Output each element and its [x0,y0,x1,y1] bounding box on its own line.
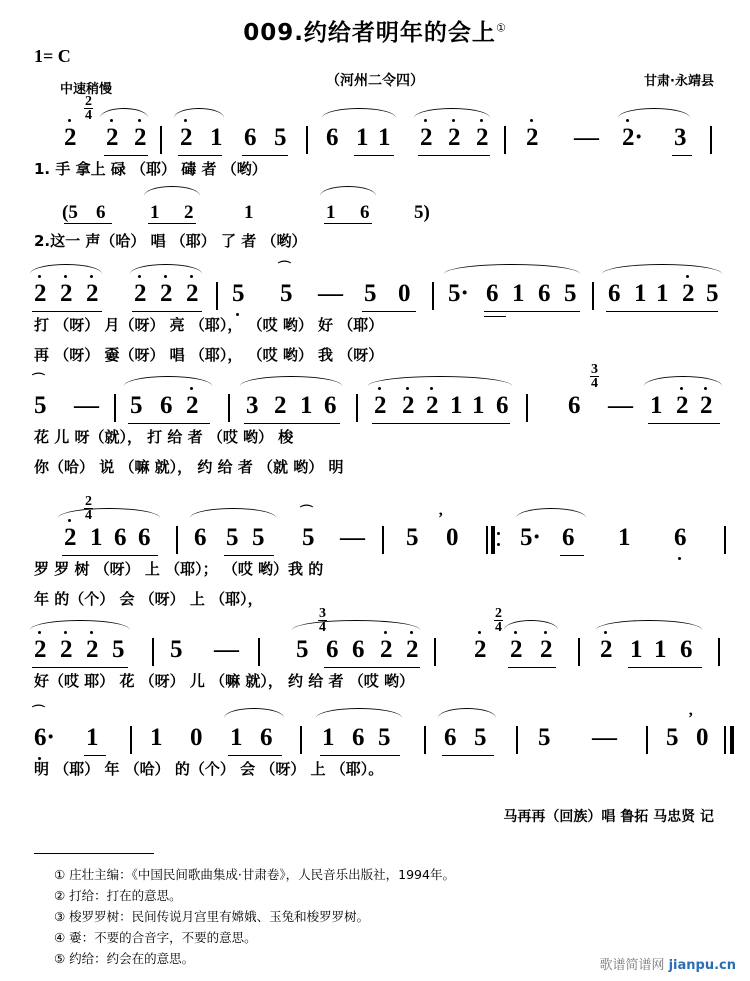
notation-row-6 [32,704,720,758]
octave-dot [406,387,409,390]
octave-dot [410,631,413,634]
note: 1 [630,636,643,663]
beam [354,155,394,156]
note: 2 [64,524,77,551]
octave-dot [626,119,629,122]
barline [432,282,434,310]
footnote-5: ⑤ 约给：约会在的意思。 [54,951,195,966]
performer-credit: 马再再（回族）唱 鲁拓 马忠贤 记 [503,809,714,825]
barline [114,394,116,422]
octave-dot [138,275,141,278]
barline [152,638,154,666]
beam [672,155,692,156]
barline [356,394,358,422]
footnote-4: ④ 嫑：不要的合音字，不要的意思。 [54,930,257,945]
note: 1 [618,524,631,551]
lyrics-row-6 [34,758,720,788]
repeat-sign [486,526,500,554]
subtitle: （河州二令四） [326,73,424,89]
note: 1 [634,280,647,307]
note: 3 [674,124,687,151]
lyric-line: 花 儿 呀（就）， 打 给 者 （哎 哟） 梭 [34,428,294,446]
lyric-line: 你（哈） 说 （嘛 就）， 约 给 者 （就 哟） 明 [34,458,344,476]
note: 2 [700,392,713,419]
note: 2· [622,124,643,151]
note: 1 [90,524,103,551]
ornament-mark: ⌒ [32,372,46,387]
note: 1 [210,124,223,151]
note-alt: 1 [326,202,336,223]
note: 2 [60,280,73,307]
beam [242,155,288,156]
page-title [0,14,750,47]
slur [602,264,722,274]
music-system-5 [0,605,750,700]
barline [424,726,426,754]
note: 2 [476,124,489,151]
slur [444,264,580,274]
note: 2 [682,280,695,307]
note: 1 [230,724,243,751]
slur [30,264,102,274]
barline [258,638,260,666]
octave-dot [514,631,517,634]
note-alt: 6 [360,202,370,223]
note: 5 [538,724,551,751]
note: — [574,124,599,151]
note: 1 [650,392,663,419]
note: 2 [34,280,47,307]
octave-dot [384,631,387,634]
beam [32,311,102,312]
octave-dot [38,275,41,278]
beam [228,755,282,756]
footnote-2: ② 打给：打在的意思。 [54,888,182,903]
note: 2 [86,636,99,663]
beam [362,311,416,312]
octave-dot [190,275,193,278]
note: 6 [608,280,621,307]
note: 2 [60,636,73,663]
note: 5 [252,524,265,551]
note: 2 [540,636,553,663]
lyrics-row-1-verse-1 [34,158,720,188]
lyrics-row-4-verse-2 [34,588,720,614]
barline [646,726,648,754]
music-system-2 [0,260,750,370]
notation-row-3 [32,361,720,426]
octave-dot [430,387,433,390]
page-title-text: 009.约给者明年的会上 [243,20,496,46]
slur [190,508,276,518]
note: — [340,524,365,551]
note: 0 [190,724,203,751]
beam [484,311,580,312]
beam [32,667,128,668]
slur [322,108,396,118]
octave-dot [110,119,113,122]
barline [504,126,506,154]
octave-dot [138,119,141,122]
note: 3 [246,392,259,419]
note: 2 [474,636,487,663]
note: 6 [444,724,457,751]
note: 2 [510,636,523,663]
beam [178,155,222,156]
octave-dot [544,631,547,634]
music-system-1b [0,190,750,260]
note: 6 [244,124,257,151]
tempo-marking: 中速稍慢 [60,82,113,97]
footnote-3: ③ 梭罗罗树：民间传说月宫里有嫦娥、玉兔和梭罗罗树。 [54,909,370,924]
beam [84,755,106,756]
beam [244,423,340,424]
note: 5 [226,524,239,551]
slur [504,620,558,630]
note: 1 [150,724,163,751]
key-signature: 1= C [34,46,71,66]
slur [130,264,202,274]
note: 6 [674,524,687,551]
slur [100,108,148,118]
octave-dot [480,119,483,122]
time-signature: $\frac{3}{4}$ [591,361,598,391]
slur [644,376,722,386]
note: 2 [420,124,433,151]
note: 1 [322,724,335,751]
time-signature: $\frac{2}{4}$ [85,93,92,123]
note: 0 [398,280,411,307]
note: 6· [34,724,55,751]
note: 6 [562,524,575,551]
note: 2 [448,124,461,151]
watermark-text: 歌谱简谱网 [599,958,669,973]
note: 5 [378,724,391,751]
beam [148,223,196,224]
octave-dot [680,387,683,390]
note: 2 [134,124,147,151]
note: 1 [378,124,391,151]
note: 2 [426,392,439,419]
notation-row-2 [34,260,720,314]
note: 6 [568,392,581,419]
barline [724,526,726,554]
octave-dot [686,275,689,278]
note: 6 [114,524,127,551]
note: 1 [512,280,525,307]
music-system-4 [0,493,750,614]
slur [596,620,702,630]
breath-mark: ʼ [688,710,694,727]
barline [160,126,162,154]
beam [560,555,584,556]
note: 5 [302,524,315,551]
note: 5 [274,124,287,151]
note: 0 [446,524,459,551]
note: 2 [86,280,99,307]
barline [176,526,178,554]
note: 5 [280,280,293,307]
note: 1 [656,280,669,307]
beam [418,155,490,156]
note: 2 [160,280,173,307]
lyric-line: 再 （呀） 嫑（呀） 唱 （耶）， （哎 哟） 我 （呀） [34,346,384,364]
notation-row-5 [34,605,720,670]
notation-row-1 [34,93,720,158]
note: 5 [232,280,245,307]
note: 2 [274,392,287,419]
lyric-line: 明 （耶） 年 （哈） 的（个） 会 （呀） 上 （耶）。 [34,760,384,778]
note: 1 [356,124,369,151]
beam [508,667,556,668]
note: — [74,392,99,419]
note: 5 [474,724,487,751]
lyric-line: 打 （呀） 月（呀） 亮 （耶）， （哎 哟） 好 （耶） [34,316,384,334]
final-barline [730,726,734,754]
ornament-mark: ⌒ [278,260,292,275]
slur [414,108,490,118]
note: 2 [374,392,387,419]
octave-dot [64,631,67,634]
beam [606,311,718,312]
slur [124,376,212,386]
note: 2 [526,124,539,151]
octave-dot [424,119,427,122]
note: 5 [706,280,719,307]
slur [224,708,284,718]
note: 2 [676,392,689,419]
note-alt: 1 [244,202,254,223]
note: 2 [380,636,393,663]
note: 1 [654,636,667,663]
note: 2 [600,636,613,663]
lyrics-row-2-verse-2 [34,344,720,370]
ornament-mark: ⌒ [300,504,314,519]
time-signature: $\frac{2}{4}$ [85,493,92,523]
music-system-1 [0,93,750,188]
slur [368,376,512,386]
octave-dot [184,119,187,122]
note: 5· [520,524,541,551]
lyrics-row-1-verse-2 [34,230,720,260]
note: 2 [406,636,419,663]
barline [718,638,720,666]
lyric-line: 1. 手 拿上 碌 （耶） 碡 者 （哟） [34,160,267,178]
note: 2 [186,280,199,307]
beam [442,755,494,756]
octave-dot [64,275,67,278]
lyric-line: 年 的（个） 会 （呀） 上 （耶）， [34,590,263,608]
note-alt: (5 [62,202,78,223]
ornament-mark: ⌒ [32,704,46,719]
octave-dot [90,631,93,634]
octave-dot [530,119,533,122]
title-footnote-marker: ① [495,21,507,35]
watermark-site: jianpu.cn [668,958,736,973]
time-signature: $\frac{3}{4}$ [319,605,326,635]
lyrics-row-3-verse-2 [34,456,720,482]
note: 2 [64,124,77,151]
note-alt: 5) [414,202,430,223]
note: 5 [364,280,377,307]
slur [618,108,690,118]
barline [710,126,712,154]
note: — [592,724,617,751]
barline [526,394,528,422]
note: 6 [194,524,207,551]
beam [320,755,400,756]
note: 6 [324,392,337,419]
note: 0 [696,724,709,751]
lyric-line: 罗 罗 树 （呀） 上 （耶）； （哎 哟）我 的 [34,560,324,578]
note: — [608,392,633,419]
watermark [599,954,736,973]
barline [724,726,726,754]
beam [224,555,274,556]
note: 1 [472,392,485,419]
slur [316,708,402,718]
note: 6 [326,124,339,151]
octave-dot [90,275,93,278]
octave-dot [452,119,455,122]
beam [64,223,112,224]
note: 5 [564,280,577,307]
beam [372,423,510,424]
note: 6 [680,636,693,663]
note: — [214,636,239,663]
slur [438,708,496,718]
beam [132,311,202,312]
notation-row-4 [34,493,720,558]
lyrics-row-5 [34,670,720,700]
slur [30,620,130,630]
notation-row-1b [34,190,720,230]
note: 5 [170,636,183,663]
music-system-3 [0,361,750,482]
octave-dot [38,631,41,634]
note: 5 [296,636,309,663]
lyric-line: 2.这一 声（哈） 唱 （耶） 了 者 （哟） [34,232,307,250]
barline [300,726,302,754]
octave-dot [604,631,607,634]
beam [324,667,420,668]
note: 5· [448,280,469,307]
footnote-1: ① 庄壮主编：《中国民间歌曲集成·甘肃卷》，人民音乐出版社，1994年。 [54,867,455,882]
note: 6 [138,524,151,551]
note: 1 [450,392,463,419]
note: 2 [34,636,47,663]
note: 6 [326,636,339,663]
note: 5 [130,392,143,419]
note: 2 [186,392,199,419]
note: 6 [486,280,499,307]
note: 1 [300,392,313,419]
octave-dot [164,275,167,278]
barline [130,726,132,754]
barline [382,526,384,554]
octave-dot [190,387,193,390]
slur [174,108,224,118]
note-alt: 2 [184,202,194,223]
note: 6 [160,392,173,419]
origin-label: 甘肃·永靖县 [644,74,714,89]
beam [648,423,720,424]
beam [62,555,158,556]
lyric-line: 好（哎 耶） 花 （呀） 儿 （嘛 就）， 约 给 者 （哎 哟） [34,672,414,690]
lyrics-row-2-verse-1 [34,314,720,344]
note: 6 [352,636,365,663]
slur [240,376,342,386]
breath-mark: ʼ [438,510,444,527]
barline [306,126,308,154]
note: 6 [496,392,509,419]
note-alt: 6 [96,202,106,223]
barline [434,638,436,666]
beam [128,423,210,424]
time-signature: $\frac{2}{4}$ [495,605,502,635]
beam [324,223,372,224]
beam [628,667,702,668]
lyrics-row-4-verse-1 [34,558,720,588]
slur [516,508,586,518]
note: 6 [538,280,551,307]
note: 5 [112,636,125,663]
note: 5 [406,524,419,551]
beam [104,155,148,156]
barline [592,282,594,310]
note: 6 [352,724,365,751]
note: 2 [402,392,415,419]
note: 6 [260,724,273,751]
note: 1 [86,724,99,751]
barline [516,726,518,754]
lyrics-row-3-verse-1 [34,426,720,456]
note: 5 [666,724,679,751]
note: 2 [134,280,147,307]
octave-dot [378,387,381,390]
note: 2 [106,124,119,151]
note: — [318,280,343,307]
note: 5 [34,392,47,419]
footnote-divider [34,853,154,854]
barline [216,282,218,310]
note: 2 [180,124,193,151]
barline [578,638,580,666]
barline [228,394,230,422]
music-system-6 [0,704,750,788]
octave-dot [704,387,707,390]
note-alt: 1 [150,202,160,223]
